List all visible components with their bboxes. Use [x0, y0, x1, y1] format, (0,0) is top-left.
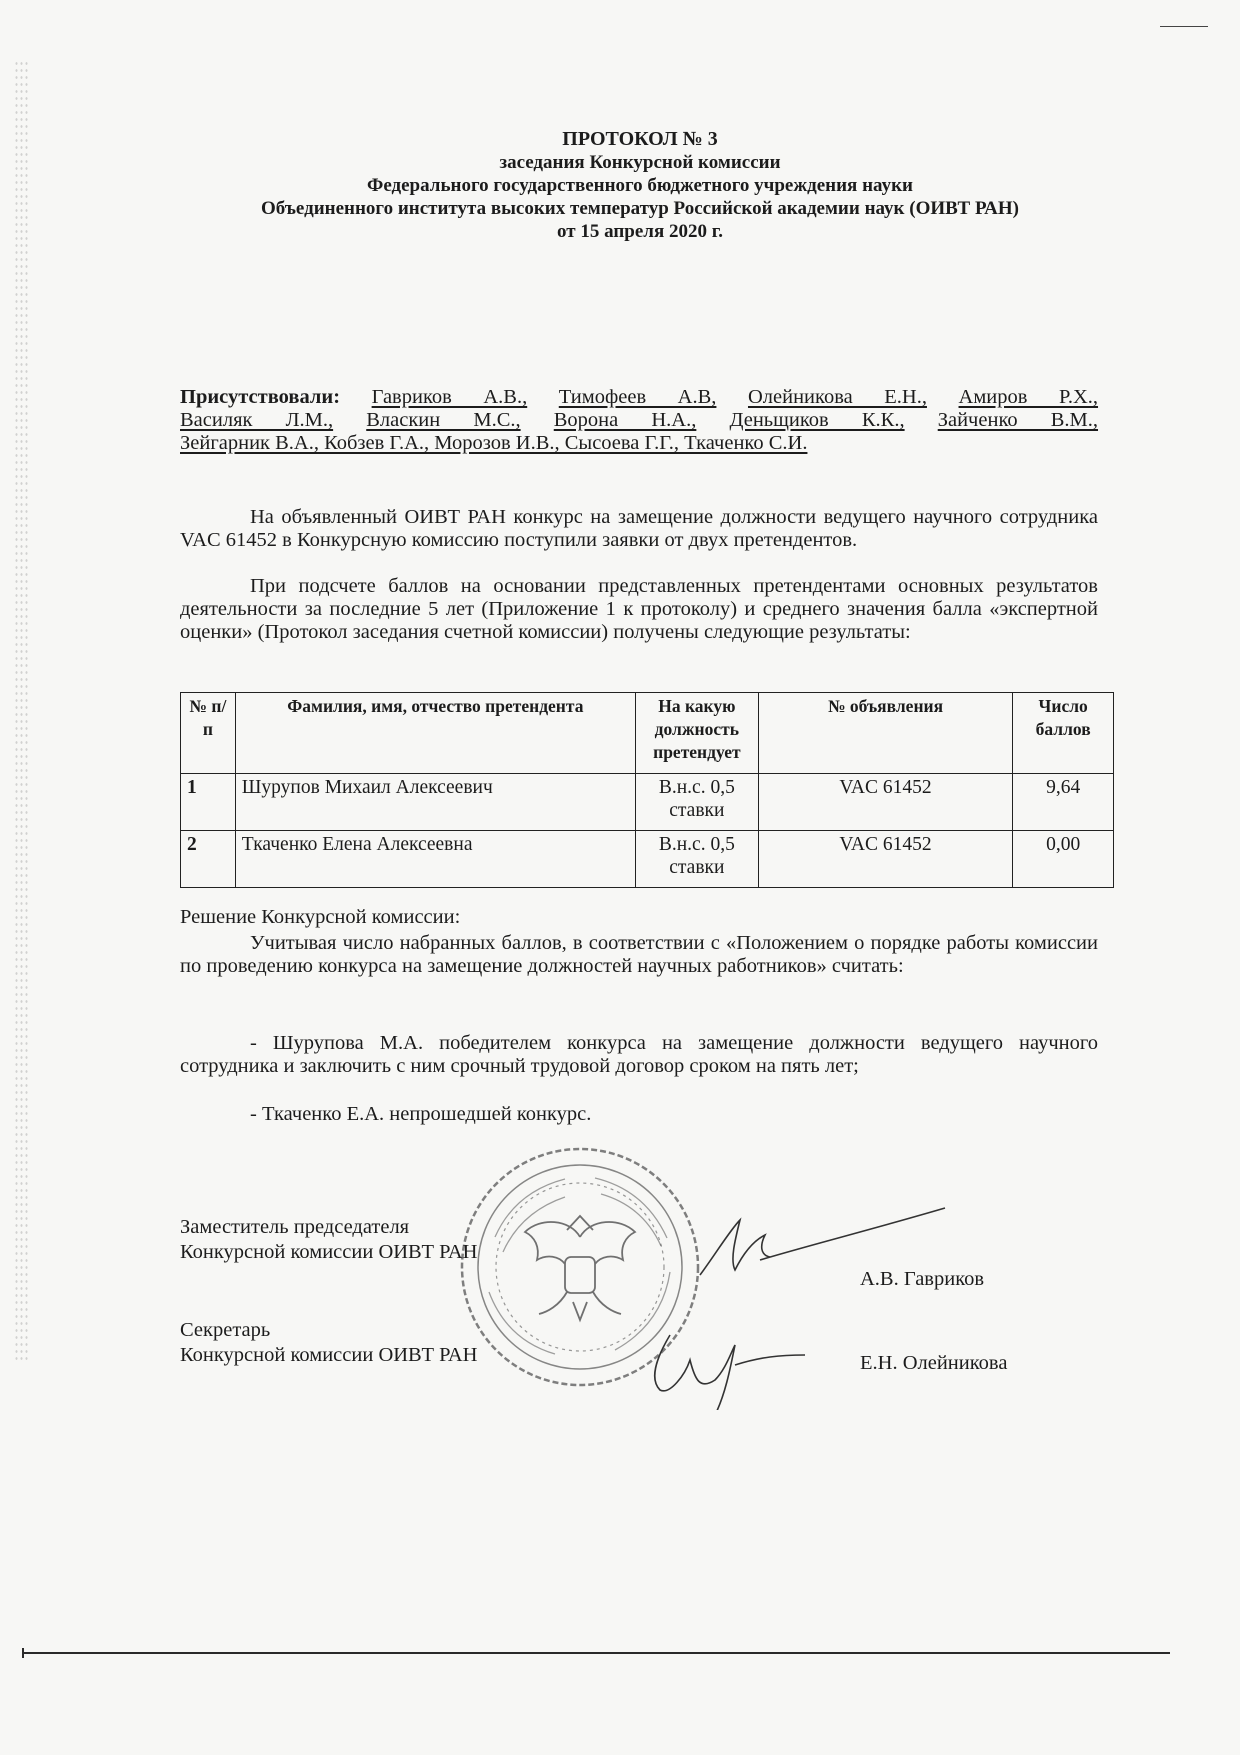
scan-mark: [1160, 26, 1208, 27]
header-line: Объединенного института высоких температур Российской академии наук (ОИВТ РАН): [261, 198, 1019, 219]
table-row: [181, 774, 1114, 831]
decision-label: Решение Конкурсной комиссии:: [180, 906, 461, 928]
attendee: Гавриков А.В.,: [371, 386, 528, 408]
signatory-role: Заместитель председателя: [180, 1216, 410, 1238]
cell-position: В.н.с. 0,5 ставки: [635, 831, 758, 888]
paragraph-text: - Ткаченко Е.А. непрошедшей конкурс.: [250, 1103, 592, 1125]
paragraph-results: [180, 575, 1098, 644]
attendee: Зайченко В.М.,: [937, 409, 1099, 431]
header-line: заседания Конкурсной комиссии: [499, 152, 781, 173]
paragraph-text: На объявленный ОИВТ РАН конкурс на замещение должности ведущего научного сотрудника VAC 61452 в Конкурсную комиссию поступили заявки от двух претендентов.: [180, 506, 1098, 551]
cell-score: 9,64: [1013, 774, 1114, 831]
cell-number: 2: [181, 831, 236, 888]
table-row: [181, 831, 1114, 888]
signature-block-secretary: [180, 1318, 478, 1368]
signatory-role: Конкурсной комиссии ОИВТ РАН: [180, 1344, 478, 1366]
cell-name: Ткаченко Елена Алексеевна: [235, 831, 635, 888]
paragraph-decision: [180, 932, 1098, 978]
col-header-announcement: № объявления: [758, 693, 1013, 774]
protocol-title: ПРОТОКОЛ № 3: [562, 128, 718, 150]
col-header-number: № п/п: [181, 693, 236, 774]
cell-score: 0,00: [1013, 831, 1114, 888]
col-header-position: На какую должность претендует: [635, 693, 758, 774]
attendee: Деньщиков К.К.,: [729, 409, 905, 431]
attendee-list: Зейгарник В.А., Кобзев Г.А., Морозов И.В., Сысоева Г.Г., Ткаченко С.И.: [180, 432, 808, 454]
attendee: Ворона Н.А.,: [553, 409, 697, 431]
header-line: Федерального государственного бюджетного учреждения науки: [367, 175, 913, 196]
attendees-label: Присутствовали:: [180, 386, 341, 408]
protocol-header: [180, 128, 1100, 243]
attendees-block: [180, 386, 1098, 455]
col-header-score: Число баллов: [1013, 693, 1114, 774]
signatory-role: Конкурсной комиссии ОИВТ РАН: [180, 1241, 478, 1263]
signatory-role: Секретарь: [180, 1319, 271, 1341]
paragraph-text: При подсчете баллов на основании представленных претендентами основных результатов деятельности за последние 5 лет (Приложение 1 к протоколу) и среднего значения балла «экспертной оценки» (Протокол заседания счетной комиссии) получены следующие результаты:: [180, 575, 1098, 643]
signature-block-deputy-chair: [180, 1215, 478, 1265]
signatory-name: А.В. Гавриков: [860, 1268, 985, 1290]
attendee: Олейникова Е.Н.,: [747, 386, 927, 408]
cell-name: Шурупов Михаил Алексеевич: [235, 774, 635, 831]
scan-edge-line: [22, 1652, 1170, 1654]
attendee: Тимофеев А.В,: [558, 386, 717, 408]
paragraph-not-passed: [180, 1103, 1098, 1126]
eagle-emblem-icon: [525, 1216, 635, 1320]
scan-noise: [14, 60, 28, 1360]
attendee: Амиров Р.Х.,: [958, 386, 1099, 408]
cell-announcement: VAC 61452: [758, 831, 1013, 888]
attendee: Василяк Л.М.,: [180, 409, 334, 431]
paragraph-text: - Шурупова М.А. победителем конкурса на замещение должности ведущего научного сотрудника и заключить с ним срочный трудовой договор сроком на пять лет;: [180, 1032, 1098, 1077]
protocol-date: от 15 апреля 2020 г.: [557, 221, 723, 242]
col-header-name: Фамилия, имя, отчество претендента: [235, 693, 635, 774]
cell-number: 1: [181, 774, 236, 831]
paragraph-intro: [180, 506, 1098, 552]
table-header-row: [181, 693, 1114, 774]
cell-position: В.н.с. 0,5 ставки: [635, 774, 758, 831]
signature-oleynikova: [640, 1320, 810, 1410]
paragraph-winner: [180, 1032, 1098, 1078]
paragraph-text: Учитывая число набранных баллов, в соответствии с «Положением о порядке работы комиссии по проведению конкурса на замещение должностей научных работников» считать:: [180, 932, 1098, 977]
cell-announcement: VAC 61452: [758, 774, 1013, 831]
attendee: Власкин М.С.,: [366, 409, 521, 431]
signatory-name: Е.Н. Олейникова: [860, 1352, 1008, 1374]
results-table: [180, 692, 1114, 888]
